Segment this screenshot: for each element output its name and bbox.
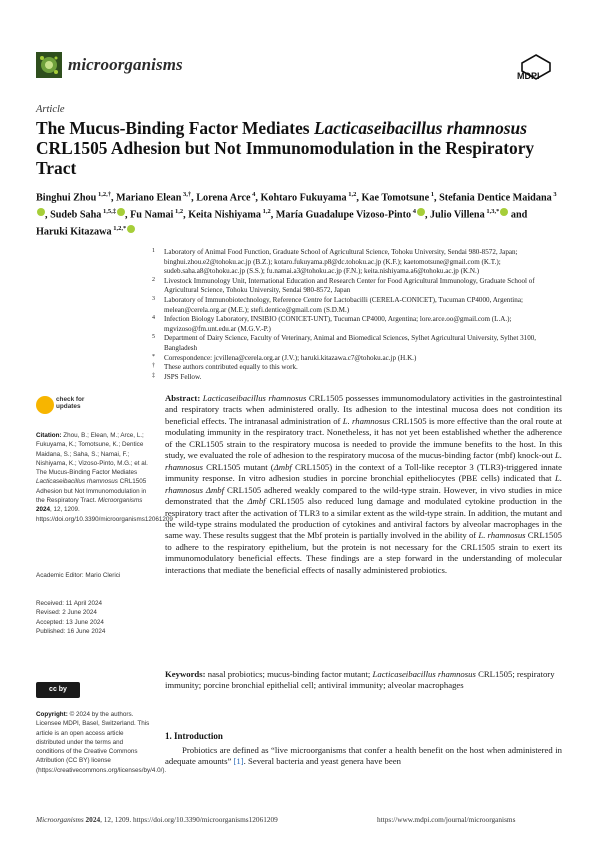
author-name[interactable]: Kae Tomotsune (361, 192, 430, 204)
keywords-label: Keywords: (165, 669, 206, 679)
author-affiliation-marker: 1,2,* (111, 224, 127, 232)
abstract-text-2: CRL1505 is more effective than the oral route at modulating immunity in the respiratory tract. Nonetheless, it has not yet been established whether the adherence of the CRL1505 strain to the respiratory mucosa is needed to provide the immune benefits to the host. In this study, we evaluated the role of adhesion to the respiratory mucosa of the mucus-binding factor (mbf) knock-out (165, 415, 563, 461)
affiliation-item (152, 296, 562, 315)
title-text-end: CRL1505 Adhesion but Not Immunomodulation in the Respiratory Tract (36, 138, 535, 178)
affiliation-number: 1 (152, 248, 155, 254)
article-title (36, 118, 561, 178)
author-name[interactable]: Lorena Arce (196, 192, 251, 204)
academic-editor: Academic Editor: Mario Clerici (36, 572, 121, 579)
footer-citation (36, 815, 278, 824)
author-name[interactable]: Binghui Zhou (36, 192, 97, 204)
affiliation-number: 3 (152, 295, 155, 302)
abstract-text-3c: CRL1505) in the context of a Toll-like receptor 3 (TLR3)-triggered innate immunity response. In vitro adhesion studies in porcine bronchial epitheliocytes (PBE cells) indicated that (165, 461, 562, 484)
affiliation-item (152, 363, 562, 373)
keywords-text-1: nasal probiotics; mucus-binding factor mutant; (205, 669, 373, 679)
author-affiliation-marker: 4 (411, 207, 416, 215)
citation-year: 2024 (36, 506, 51, 514)
abstract-label: Abstract: (165, 393, 201, 403)
author-affiliation-marker: 1 (429, 191, 434, 198)
intro-text-1: Probiotics are defined as “live microorganisms that confer a health benefit on the host when administered in adequate amounts” (165, 745, 562, 767)
article-type: Article (36, 104, 65, 115)
date-received: Received: 11 April 2024 (36, 600, 103, 607)
affiliation-text: Correspondence: jcvillena@cerela.org.ar (J.V.); haruki.kitazawa.c7@tohoku.ac.jp (H.K.) (164, 353, 417, 362)
footer-journal: Microorganisms (36, 815, 84, 824)
footer-journal-url[interactable]: https://www.mdpi.com/journal/microorganisms (377, 815, 516, 824)
section-heading-introduction: 1. Introduction (165, 731, 223, 741)
check-for-updates-icon[interactable] (36, 396, 54, 414)
author-affiliation-marker: 1,3,* (484, 207, 500, 215)
copyright-block (36, 710, 167, 775)
affiliation-number: * (152, 353, 155, 360)
citation-text: Zhou, B.; Elean, M.; Arce, L.; Fukuyama, K.; Tomotsune, K.; Dentice Maidana, S.; Saha, S.; Namai, F.; Nishiyama, K.; Vizoso-Pinto, M.G.; et al. The Mucus-Binding Factor Mediates (36, 432, 148, 477)
abstract-text-3: CRL1505 mutant ( (202, 461, 274, 472)
cc-by-license-badge[interactable]: cc by (36, 682, 80, 698)
author-affiliation-marker: 1,5,‡ (101, 207, 116, 215)
orcid-icon[interactable] (37, 208, 45, 216)
abstract-text-1: CRL1505 possesses immunomodulatory activities in the gastrointestinal and respiratory tracts when administered orally. Its adhesion to the intestinal mucosa does not condition its beneficial effects. The intranasal administration of (165, 393, 563, 426)
abstract-text-5: CRL1505 also reduced lung damage and modulated cytokine production in the respiratory tract after the activation of TLR3 to a similar extent as the wild-type strain. In addition, the mutant and the wild-type strains modulated the production of cytokines and antiviral factors by alveolar macrophages in the same way. These results suggest that the Mbf protein is partially involved in the ability of (165, 496, 562, 541)
affiliation-number: 2 (152, 276, 155, 283)
abstract-text-4: CRL1505 adhered weakly compared to the wild-type strain. However, in vivo studies in mice demonstrated that the (165, 484, 562, 507)
affiliation-item (152, 248, 562, 277)
author-affiliation-marker: 1,2 (260, 207, 271, 215)
affiliation-text: JSPS Fellow. (164, 372, 202, 381)
reference-link[interactable]: [1] (233, 756, 244, 767)
citation-journal: Microorganisms (97, 497, 143, 505)
affiliation-number: ‡ (152, 372, 155, 379)
keywords-text-2: CRL1505; respiratory immunity; porcine bronchial epithelial cell; antiviral immunity; alveolar macrophages (165, 669, 555, 691)
author-affiliation-marker: 3 (551, 191, 557, 198)
abstract-italic-2: L. rhamnosus (342, 415, 391, 426)
journal-name: microorganisms (68, 55, 183, 74)
citation-doi[interactable]: , 12, 1209. https://doi.org/10.3390/microorganisms12061209 (36, 506, 173, 523)
affiliation-item (152, 334, 562, 353)
affiliation-text: Livestock Immunology Unit, International Education and Research Center for Food Agricultural Immunology, Graduate School of Agricultural Science, Tohoku University, Sendai 980-8572, Japan (164, 276, 535, 295)
author-affiliation-marker: 1,2 (346, 191, 357, 198)
publisher-name: MDPI (517, 71, 540, 81)
author-affiliation-marker: 1,2,† (96, 191, 111, 198)
orcid-icon[interactable] (500, 208, 508, 216)
citation-text2: CRL1505 Adhesion but Not Immunomodulation in the Respiratory Tract. (36, 478, 147, 505)
author-name[interactable]: Keita Nishiyama (188, 209, 261, 221)
author-name[interactable]: Haruki Kitazawa (36, 226, 112, 238)
abstract-italic-6: L. rhamnosus (478, 530, 526, 541)
dates-block (36, 599, 152, 636)
date-accepted: Accepted: 13 June 2024 (36, 618, 104, 626)
affiliation-item (152, 315, 562, 334)
abstract-italic-3: L. rhamnosus (165, 450, 562, 472)
author-affiliation-marker: 3,† (181, 191, 192, 198)
affiliation-item (152, 354, 562, 364)
author-name[interactable]: Kohtaro Fukuyama (260, 192, 347, 204)
copyright-text: © 2024 by the authors. Licensee MDPI, Basel, Switzerland. This article is an open access article distributed under the terms and conditions of the Creative Commons Attribution (CC BY) license (https://creativecommons.org/licenses/by/4.0/). (36, 711, 167, 774)
check-for-updates[interactable] (56, 396, 84, 410)
intro-text-2: . Several bacteria and yeast genera have been (243, 756, 401, 767)
abstract-italic-5: Δmbf (247, 496, 266, 507)
footer-year: 2024 (83, 815, 101, 824)
author-name[interactable]: Mariano Elean (116, 192, 182, 204)
footer-doi[interactable]: , 12, 1209. https://doi.org/10.3390/microorganisms12061209 (100, 815, 278, 824)
title-species: Lacticaseibacillus rhamnosus (313, 118, 527, 138)
abstract-text-6: CRL1505 to adhere to the respiratory epithelium, but the protein is not necessary for the CRL1505 strain to exert its immunomodulatory beneficial effects. These findings are a step forward in the understanding of molecular interactions that mediate the beneficial effects of nasally administered probiotics. (165, 530, 563, 575)
affiliation-list (152, 248, 562, 382)
introduction-paragraph (165, 745, 562, 768)
author-name[interactable]: Julio Villena (430, 209, 485, 221)
date-revised: Revised: 2 June 2024 (36, 609, 97, 617)
affiliation-number: † (152, 363, 155, 370)
citation-block (36, 431, 173, 524)
affiliation-text: Department of Dairy Science, Faculty of Veterinary, Animal and Biomedical Sciences, Sylhet Agricultural University, Sylhet 3100, Bangladesh (164, 334, 537, 352)
affiliation-item (152, 277, 562, 296)
author-name[interactable]: Sudeb Saha (50, 209, 102, 221)
affiliation-number: 5 (152, 334, 155, 341)
affiliation-number: 4 (152, 315, 155, 322)
keywords (165, 669, 562, 692)
affiliation-text: Laboratory of Animal Food Function, Graduate School of Agricultural Science, Tohoku University, Sendai 980-8572, Japan; binghui.zhou.e2@tohoku.ac.jp (B.Z.); kotaro.fukuyama.p8@dc.tohoku.ac.jp (K.F.); kaetomotsune@gmail.com (K.T.); sudeb.saha.a8@tohoku.ac.jp (S.S.); fu.namai.a3@tohoku.ac.jp (F.N.); keita.nishiyama.a6@tohoku.ac.jp (K.N.) (164, 248, 518, 276)
affiliation-text: Laboratory of Immunobiotechnology, Reference Centre for Lactobacilli (CERELA-CONICET), Tucuman CP4000, Argentina; melean@cerela.org.ar (M.E.); stefi.dentice@gmail.com (S.D.M.) (164, 295, 523, 314)
citation-label: Citation: (36, 432, 62, 439)
journal-logo-icon (36, 52, 62, 78)
affiliation-text: These authors contributed equally to this work. (164, 363, 298, 372)
copyright-label: Copyright: (36, 711, 68, 718)
citation-species: Lacticaseibacillus rhamnosus (36, 478, 118, 486)
author-affiliation-marker: 4 (250, 191, 256, 198)
check-line1: check for (56, 396, 85, 403)
author-name[interactable]: María Guadalupe Vizoso-Pinto (275, 209, 412, 221)
orcid-icon[interactable] (117, 208, 125, 216)
author-name[interactable]: Stefania Dentice Maidana (439, 192, 552, 204)
abstract (165, 393, 562, 576)
affiliation-text: Infection Biology Laboratory, INSIBIO (CONICET-UNT), Tucuman CP4000, Argentina; lore.arce.oo@gmail.com (L.A.); mgvizoso@fm.unt.edu.ar (M.G.V.-P.) (164, 315, 512, 333)
abstract-italic-1: Lacticaseibacillus rhamnosus (202, 393, 307, 403)
author-list: Binghui Zhou $^{1,2,\dagger}$, Mariano Elean $^{3,\dagger}$, Lorena Arce $^4$, Kohtaro Fukuyama $^{1,2}$, Kae Tomotsune $^1$, Stefania Dentice Maidana $^3$, Sudeb Saha $^{1,5,\ddagger}$ , Fu Namai $^{1,2}$, Keita Nishiyama $^{1,2}$, María Guadalupe Vizoso-Pinto $^4$ , Julio Villena $^{1,3,*}$ and Haruki Kitazawa $^{1,2,*}$ (36, 191, 557, 238)
affiliation-item (152, 373, 562, 383)
date-published: Published: 16 June 2024 (36, 627, 106, 635)
orcid-icon[interactable] (127, 225, 135, 233)
title-text: The Mucus-Binding Factor Mediates (36, 118, 314, 138)
orcid-icon[interactable] (417, 208, 425, 216)
check-line2: updates (56, 403, 81, 411)
abstract-italic-4: L. rhamnosus Δmbf (165, 473, 562, 495)
abstract-italic-3b: Δmbf (273, 461, 292, 472)
author-affiliation-marker: 1,2 (173, 207, 184, 215)
keywords-italic: Lacticaseibacillus rhamnosus (372, 669, 476, 679)
author-name[interactable]: Fu Namai (130, 209, 174, 221)
